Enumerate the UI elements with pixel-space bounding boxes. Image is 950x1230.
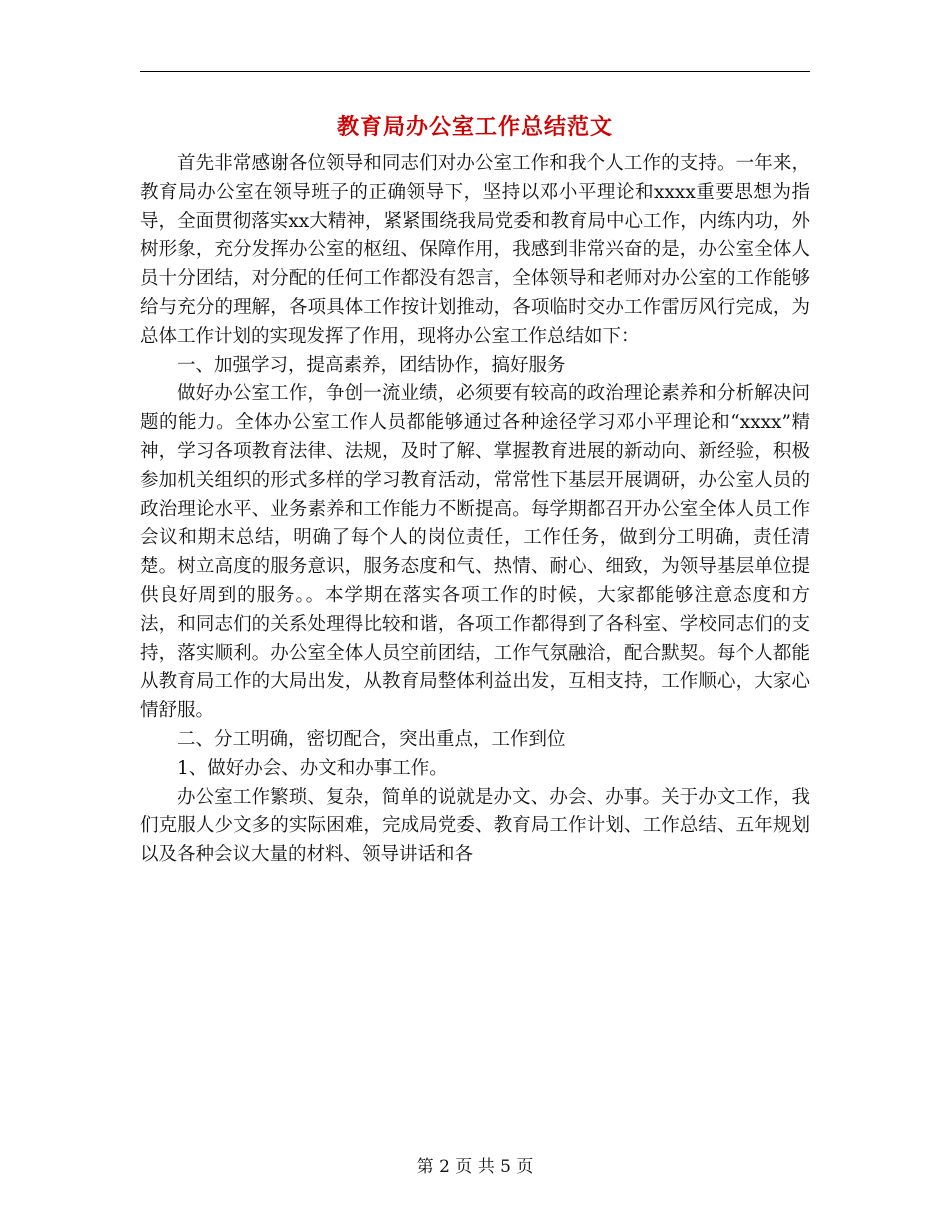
- intro-paragraph: 首先非常感谢各位领导和同志们对办公室工作和我个人工作的支持。一年来，教育局办公室在领导班子的正确领导下，坚持以邓小平理论和xxxx重要思想为指导，全面贯彻落实xx大精神，紧紧围绕我局党委和教育局中心工作，内练内功，外树形象，充分发挥办公室的枢纽、保障作用，我感到非常兴奋的是，办公室全体人员十分团结，对分配的任何工作都没有怨言，全体领导和老师对办公室的工作能够给与充分的理解，各项具体工作按计划推动，各项临时交办工作雷厉风行完成，为总体工作计划的实现发挥了作用，现将办公室工作总结如下：: [140, 153, 810, 347]
- subsection-heading-1: 1、做好办会、办文和办事工作。: [177, 757, 448, 779]
- document-title: 教育局办公室工作总结范文: [336, 114, 613, 140]
- document-body: [140, 150, 810, 870]
- section-heading-1: 一、加强学习，提高素养，团结协作，搞好服务: [177, 354, 566, 376]
- header-rule: [140, 71, 810, 72]
- section-heading-2: 二、分工明确，密切配合，突出重点，工作到位: [177, 728, 566, 750]
- section-1-paragraph: 做好办公室工作，争创一流业绩，必须要有较高的政治理论素养和分析解决问题的能力。全体办公室工作人员都能够通过各种途径学习邓小平理论和“xxxx”精神，学习各项教育法律、法规，及时了解、掌握教育进展的新动向、新经验，积极参加机关组织的形式多样的学习教育活动，常常性下基层开展调研，办公室人员的政治理论水平、业务素养和工作能力不断提高。每学期都召开办公室全体人员工作会议和期末总结，明确了每个人的岗位责任，工作任务，做到分工明确，责任清楚。树立高度的服务意识，服务态度和气、热情、耐心、细致，为领导基层单位提供良好周到的服务。。本学期在落实各项工作的时候，大家都能够注意态度和方法，和同志们的关系处理得比较和谐，各项工作都得到了各科室、学校同志们的支持，落实顺利。办公室全体人员空前团结，工作气氛融洽，配合默契。每个人都能从教育局工作的大局出发，从教育局整体利益出发，互相支持，工作顺心，大家心情舒服。: [140, 383, 810, 722]
- subsection-1-paragraph: 办公室工作繁琐、复杂，简单的说就是办文、办会、办事。关于办文工作，我们克服人少文多的实际困难，完成局党委、教育局工作计划、工作总结、五年规划以及各种会议大量的材料、领导讲话和各: [140, 786, 810, 866]
- page-number-footer: 第 2 页 共 5 页: [416, 1157, 534, 1177]
